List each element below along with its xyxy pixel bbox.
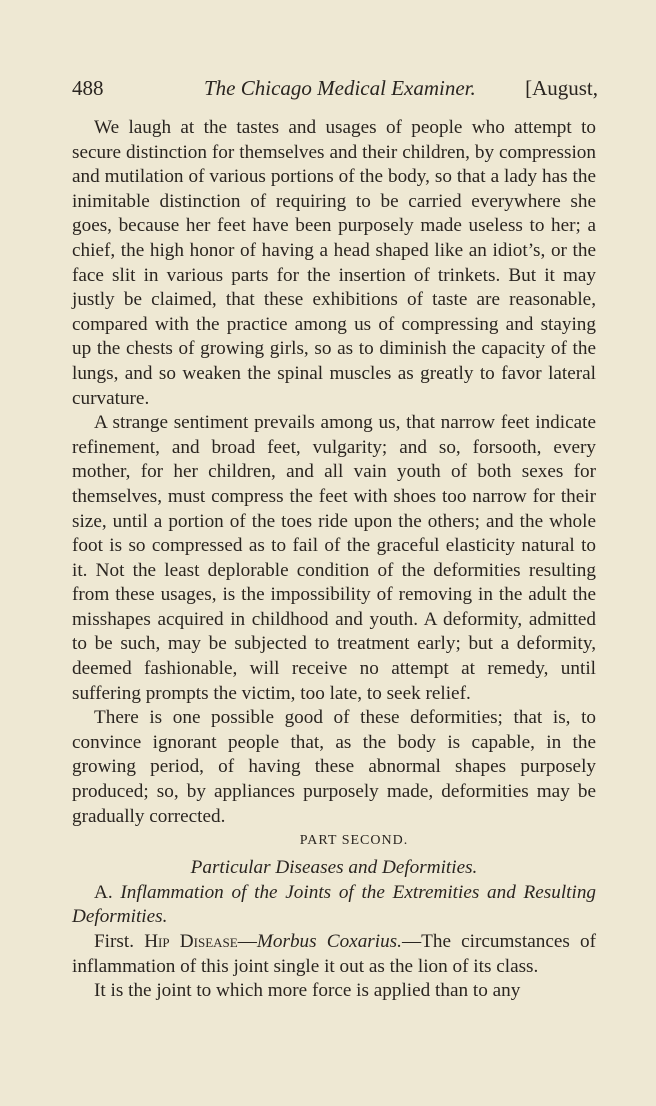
subsection-heading <box>72 881 596 930</box>
paragraph-1: We laugh at the tastes and usages of people who attempt to secure distinction for themselves and their children, by compression and mutilation of various portions of the body, so that a lady has the inimitable distinction of requiring to be carried everywhere she goes, because her feet have been purposely made useless to her; a chief, the high honor of having a head shaped like an idiot’s, or the face slit in various parts for the insertion of trinkets. But it may justly be claimed, that these exhibitions of taste are reasonable, compared with the practice among us of compressing and staying up the chests of growing girls, so as to diminish the capacity of the lungs, and so weaken the spinal muscles as greatly to favor lateral curvature. <box>72 117 596 409</box>
paragraph-2: A strange sentiment prevails among us, that narrow feet indicate refinement, and broad feet, vulgarity; and so, forsooth, every mother, for her children, and all vain youth of both sexes for themselves, must compress the feet with shoes too narrow for their size, until a portion of the toes ride upon the others; and the whole foot is so compressed as to fail of the graceful elasticity natural to it. Not the least deplorable condition of the deformities resulting from these usages, is the impossibility of removing in the adult the misshapes acquired in childhood and youth. A deformity, admitted to be such, may be subjected to treatment early; but a deformity, deemed fashionable, will receive no attempt at remedy, until suffering prompts the victim, too late, to seek relief. <box>72 412 596 704</box>
journal-title: The Chicago Medical Examiner. <box>204 76 476 100</box>
running-header <box>72 76 598 106</box>
subsection-title: Inflammation of the Joints of the Extremities and Resulting Deformities. <box>72 881 597 928</box>
subsection-label: A. <box>94 881 113 903</box>
p4-text: —The circumstances of inflammation of this joint single it out as the lion of its class. <box>72 931 597 977</box>
issue-month: [August, <box>525 76 598 100</box>
paragraph-3: There is one possible good of these deformities; that is, to convince ignorant people that, as the body is capable, in the growing period, of having these abnormal shapes purposely produced; so, by appliances purposely made, deformities may be gradually corrected. <box>72 707 596 827</box>
paragraph-4 <box>72 930 596 979</box>
part-heading: PART SECOND. <box>299 833 409 849</box>
p4-term: Hip Disease <box>144 931 238 952</box>
p4-lead: First. <box>94 931 134 952</box>
body-text <box>72 116 596 1004</box>
p4-dash: — <box>237 931 257 952</box>
section-heading: Particular Diseases and Deformities. <box>190 856 478 878</box>
p4-latin: Morbus Coxarius. <box>256 931 402 952</box>
page-number: 488 <box>72 76 104 100</box>
paragraph-5: It is the joint to which more force is applied than to any <box>94 980 521 1002</box>
